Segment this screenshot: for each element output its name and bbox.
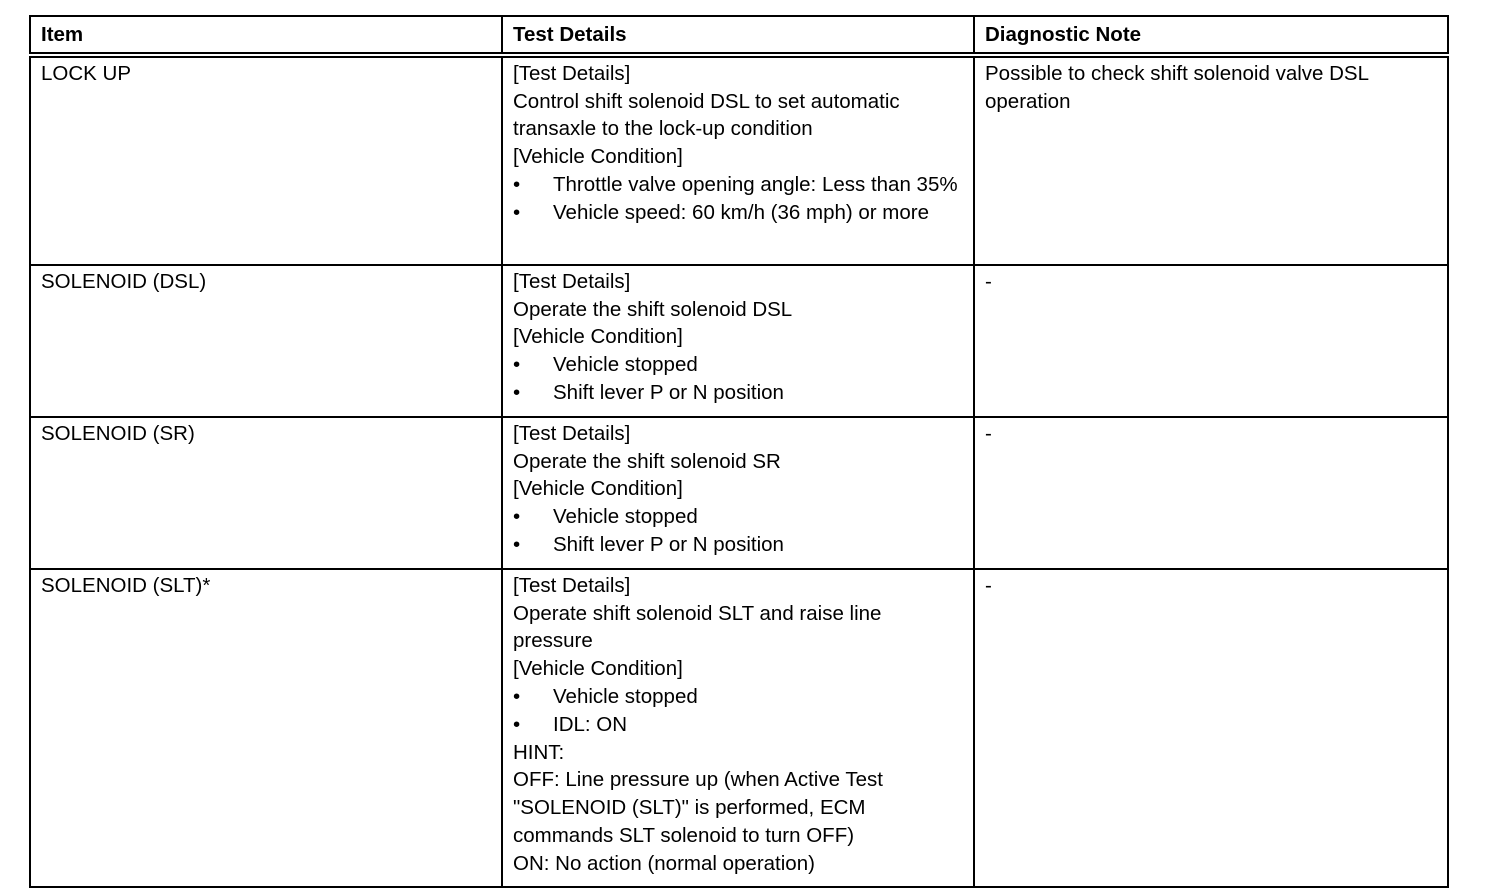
bullet-glyph: • [513, 200, 521, 224]
bullet-glyph: • [513, 380, 521, 404]
condition-text: Vehicle stopped [553, 684, 698, 708]
item-cell: LOCK UP [30, 55, 502, 265]
test-details-cell [502, 417, 974, 569]
test-description: Control shift solenoid DSL to set automatic transaxle to the lock-up condition [513, 89, 900, 141]
condition-text: Vehicle stopped [553, 353, 698, 377]
test-details-cell [502, 55, 974, 265]
vehicle-condition-tag: [Vehicle Condition] [513, 657, 683, 681]
condition-text: IDL: ON [553, 712, 628, 736]
test-details-tag: [Test Details] [513, 61, 631, 85]
bullet-glyph: • [513, 532, 521, 556]
condition-bullet [513, 683, 963, 711]
test-details-tag: [Test Details] [513, 573, 631, 597]
header-item: Item [30, 16, 502, 55]
condition-bullet [513, 199, 963, 227]
bullet-glyph: • [513, 712, 521, 736]
condition-text: Throttle valve opening angle: Less than 35% [553, 172, 958, 196]
item-cell: SOLENOID (DSL) [30, 265, 502, 417]
bullet-glyph: • [513, 684, 521, 708]
condition-text: Vehicle stopped [553, 505, 698, 529]
active-test-table [29, 15, 1449, 888]
condition-bullet [513, 711, 963, 739]
header-test-details: Test Details [502, 16, 974, 55]
hint-on-text: ON: No action (normal operation) [513, 851, 815, 875]
test-description: Operate shift solenoid SLT and raise line pressure [513, 601, 882, 653]
test-details-cell [502, 265, 974, 417]
table-row [30, 569, 1448, 887]
diagnostic-note-cell: - [974, 417, 1448, 569]
test-details-tag: [Test Details] [513, 269, 631, 293]
table-row [30, 55, 1448, 265]
hint-off-text: OFF: Line pressure up (when Active Test "SOLENOID (SLT)" is performed, ECM commands SLT solenoid to turn OFF) [513, 768, 883, 847]
vehicle-condition-tag: [Vehicle Condition] [513, 145, 683, 169]
condition-bullet [513, 379, 963, 407]
condition-text: Shift lever P or N position [553, 380, 784, 404]
item-cell: SOLENOID (SLT)* [30, 569, 502, 887]
bullet-glyph: • [513, 505, 521, 529]
test-description: Operate the shift solenoid SR [513, 449, 781, 473]
diagnostic-note-cell: - [974, 265, 1448, 417]
test-description: Operate the shift solenoid DSL [513, 297, 793, 321]
condition-bullet [513, 171, 963, 199]
diagnostic-note-cell: - [974, 569, 1448, 887]
bullet-glyph: • [513, 353, 521, 377]
bullet-glyph: • [513, 172, 521, 196]
vehicle-condition-tag: [Vehicle Condition] [513, 325, 683, 349]
table-row [30, 417, 1448, 569]
condition-bullet [513, 351, 963, 379]
condition-text: Shift lever P or N position [553, 532, 784, 556]
condition-bullet [513, 503, 963, 531]
table-header-row [30, 16, 1448, 55]
condition-text: Vehicle speed: 60 km/h (36 mph) or more [553, 200, 930, 224]
test-details-tag: [Test Details] [513, 421, 631, 445]
test-details-cell [502, 569, 974, 887]
vehicle-condition-tag: [Vehicle Condition] [513, 477, 683, 501]
table-row [30, 265, 1448, 417]
diagnostic-note-cell: Possible to check shift solenoid valve DSL operation [974, 55, 1448, 265]
header-diagnostic-note: Diagnostic Note [974, 16, 1448, 55]
hint-label: HINT: [513, 740, 565, 764]
condition-bullet [513, 531, 963, 559]
item-cell: SOLENOID (SR) [30, 417, 502, 569]
